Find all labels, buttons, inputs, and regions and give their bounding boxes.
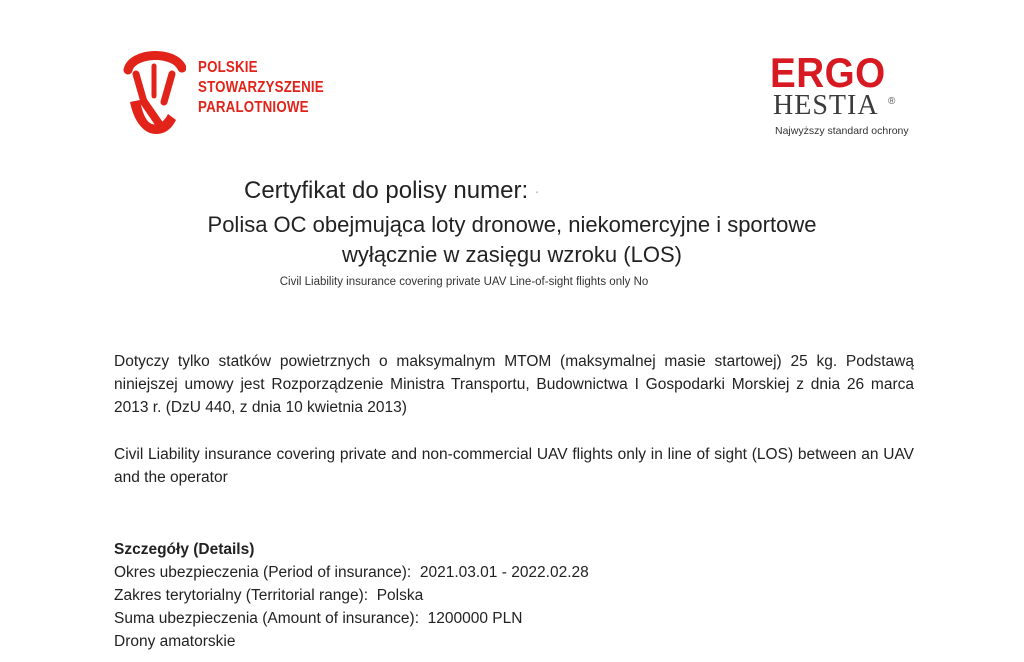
ergo-hestia-logo [770, 49, 930, 142]
scope-paragraph-en: Civil Liability insurance covering private and non-commercial UAV flights only in line of sight (LOS) between an UAV and the operator [114, 446, 914, 486]
psp-name-line: POLSKIE [198, 59, 258, 76]
ergo-wordmark: ERGO [770, 49, 886, 96]
policy-subtitle-line: wyłącznie w zasięgu wzroku (LOS) [342, 242, 682, 267]
psp-name-line: STOWARZYSZENIE [198, 79, 324, 96]
detail-category: Drony amatorskie [114, 633, 236, 650]
certificate-title-text: Certyfikat do polisy numer: [244, 177, 529, 204]
policy-number-placeholder: · [534, 183, 540, 199]
psp-logo [122, 44, 322, 140]
details-section [114, 538, 589, 653]
ergo-tagline: Najwyższy standard ochrony [775, 125, 909, 137]
policy-subtitle-english: Civil Liability insurance covering private UAV Line-of-sight flights only No [279, 276, 649, 288]
policy-subtitle [0, 210, 1024, 270]
certificate-title [244, 176, 539, 206]
detail-amount: Suma ubezpieczenia (Amount of insurance): 1200000 PLN [114, 610, 523, 627]
hestia-wordmark: HESTIA [773, 90, 879, 121]
registered-mark: ® [888, 96, 896, 107]
scope-paragraph-pl: Dotyczy tylko statków powietrznych o maksymalnym MTOM (maksymalnej masie startowej) 25 kg. Podstawą niniejszej umowy jest Rozporządzenie Ministra Transportu, Budownictwa I Gospodarki Morskiej z dnia 26 marca 2013 r. (DzU 440, z dnia 10 kwietnia 2013) [114, 353, 914, 416]
detail-period: Okres ubezpieczenia (Period of insurance): 2021.03.01 - 2022.02.28 [114, 564, 589, 581]
policy-subtitle-line: Polisa OC obejmująca loty dronowe, niekomercyjne i sportowe [207, 212, 817, 237]
detail-territory: Zakres terytorialny (Territorial range): Polska [114, 587, 424, 604]
psp-name [198, 58, 324, 118]
details-heading: Szczegóły (Details) [114, 541, 255, 558]
psp-name-line: PARALOTNIOWE [198, 99, 309, 116]
paraglider-icon [122, 44, 186, 140]
